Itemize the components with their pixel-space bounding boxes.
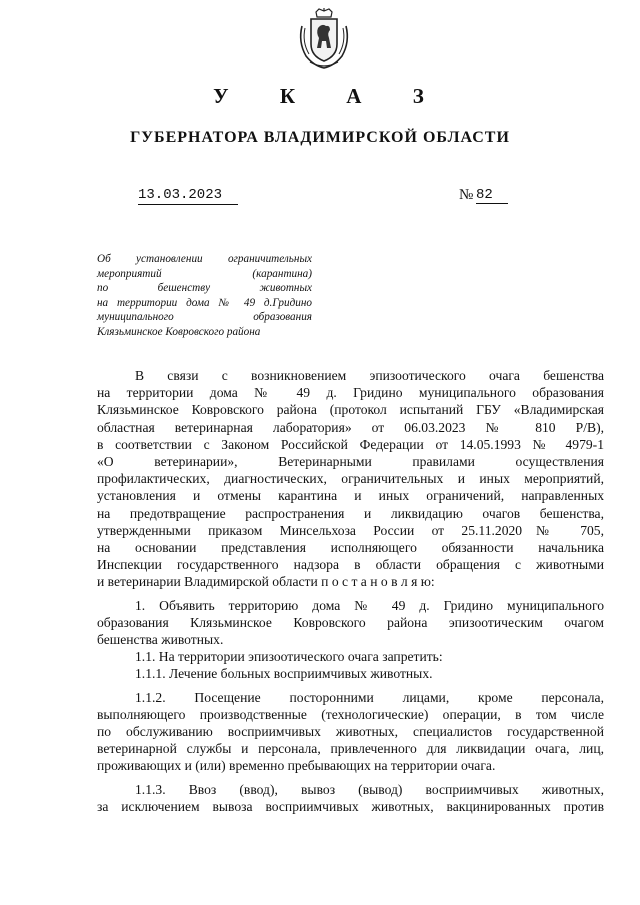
body-line: бешенства животных.: [97, 632, 224, 648]
body-line: на территории дома № 49 д. Гридино муниципального образования: [97, 385, 604, 401]
body-line: 1.1.2. Посещение посторонними лицами, кроме персонала,: [135, 689, 604, 705]
subject-line: по бешенству животных: [97, 282, 312, 294]
subject-line: на территории дома № 49 д.Гридино: [97, 296, 312, 309]
body-line: и ветеринарии Владимирской области п о с т а н о в л я ю:: [97, 574, 435, 590]
body-line: проживающих и (или) временно пребывающих на территории очага.: [97, 758, 496, 774]
body-line: профилактических, диагностических, ограничительных и иных мероприятий,: [97, 471, 604, 487]
coat-of-arms-icon: [296, 8, 352, 70]
item-1-1-2: [97, 689, 604, 775]
item-1: [97, 597, 604, 649]
item-1-1: 1.1. На территории эпизоотического очага запретить:: [135, 649, 443, 665]
body-line: областная ветеринарная лаборатория» от 06.03.2023 № 810 Р/В),: [97, 419, 604, 435]
body-line: утвержденными приказом Минсельхоза России от 25.11.2020№ 705,: [97, 522, 604, 538]
body-line: установления и отмены карантина и иных ограничений, направленных: [97, 488, 604, 504]
body-line: Клязьминское Ковровского района (протокол испытаний ГБУ «Владимирская: [97, 402, 604, 418]
item-1-1-1: 1.1.1. Лечение больных восприимчивых животных.: [135, 666, 433, 682]
body-line: образования Клязьминское Ковровского района эпизоотическим очагом: [97, 614, 604, 630]
body-line: Инспекции государственного надзора в области обращения с животными: [97, 557, 604, 573]
document-type-title: У К А З: [213, 84, 447, 108]
item-1-1-3: [97, 781, 604, 815]
body-line: «О ветеринарии», Ветеринарными правилами осуществления: [97, 454, 604, 470]
body-line: 1. Объявить территорию дома № 49 д. Гридино муниципального: [135, 597, 604, 613]
document-body: [97, 367, 604, 815]
subject-line: муниципального образования: [97, 311, 312, 323]
body-line: за исключением вывоза восприимчивых животных, вакцинированных против: [97, 798, 604, 814]
body-line: В связи с возникновением эпизоотического очага бешенства: [135, 368, 604, 383]
document-number-label: №: [459, 187, 474, 203]
issuer-title: ГУБЕРНАТОРА ВЛАДИМИРСКОЙ ОБЛАСТИ: [130, 129, 510, 146]
document-number: 82: [476, 187, 508, 204]
body-line: ветеринарной службы и персонала, привлеченного для ликвидации очага, лиц,: [97, 741, 604, 757]
body-line: на основании представления исполняющего обязанности начальника: [97, 540, 604, 556]
body-line: выполняющего производственные (технологические) операции, в том числе: [97, 706, 604, 722]
body-line: 1.1.3. Ввоз (ввод), вывоз (вывод) восприимчивых животных,: [135, 781, 604, 797]
preamble-paragraph: [97, 367, 604, 591]
body-line: по обслуживанию восприимчивых животных, специалистов государственной: [97, 724, 604, 740]
subject-line: Клязьминское Ковровского района: [97, 325, 261, 338]
subject-line: мероприятий (карантина): [97, 267, 312, 280]
subject-line: Об установлении ограничительных: [97, 253, 312, 265]
document-date: 13.03.2023: [138, 187, 238, 205]
body-line: на предотвращение распространения и ликвидацию очагов бешенства,: [97, 505, 604, 521]
document-subject: [97, 252, 312, 339]
body-line: в соответствии с Законом Российской Федерации от 14.05.1993 № 4979-1: [97, 436, 604, 452]
